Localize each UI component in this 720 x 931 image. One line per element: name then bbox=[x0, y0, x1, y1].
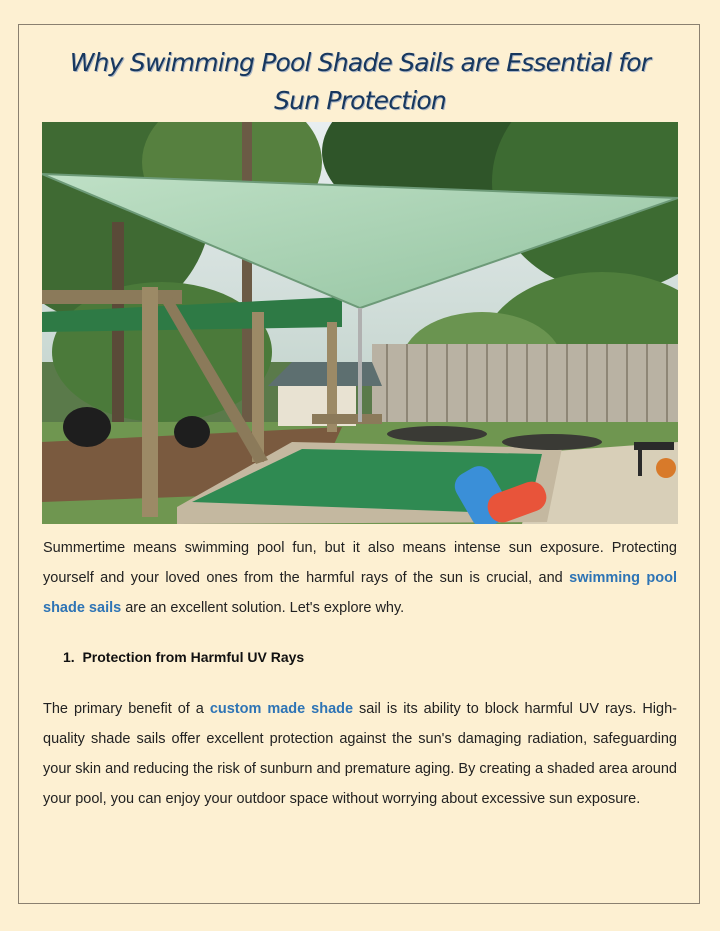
intro-text-before-link: Summertime means swimming pool fun, but it also means intense sun exposure. Protecting yourself and your loved ones from the harmful rays of the sun is crucial, and bbox=[43, 540, 677, 586]
wooden-fence bbox=[372, 344, 678, 422]
section-1-paragraph bbox=[43, 694, 677, 814]
section-1-number: 1. bbox=[63, 649, 75, 665]
section-1-text-before-link: The primary benefit of a bbox=[43, 701, 210, 717]
intro-text-after-link: are an excellent solution. Let's explore why. bbox=[121, 600, 405, 616]
title-line-1: Why Swimming Pool Shade Sails are Essential for bbox=[69, 48, 651, 77]
title-line-2: Sun Protection bbox=[274, 86, 446, 115]
intro-paragraph bbox=[43, 533, 677, 623]
section-1-text-after-link: sail is its ability to block harmful UV rays. High-quality shade sails offer excellent protection against the sun's damaging radiation, safeguarding your skin and reducing the risk of sunburn and premature aging. By creating a shaded area around your pool, you can enjoy your outdoor space without worrying about excessive sun exposure. bbox=[43, 701, 677, 807]
swimming-pool-shade-sails-link[interactable]: swimming pool shade sails bbox=[43, 570, 678, 616]
section-1-heading-text: Protection from Harmful UV Rays bbox=[82, 649, 305, 665]
page-title bbox=[40, 44, 680, 120]
shade-sail-photo bbox=[42, 122, 678, 524]
playground-shade-sail-illustration bbox=[42, 122, 678, 524]
custom-made-shade-link[interactable]: custom made shade bbox=[209, 701, 354, 717]
section-1-heading bbox=[63, 645, 304, 669]
